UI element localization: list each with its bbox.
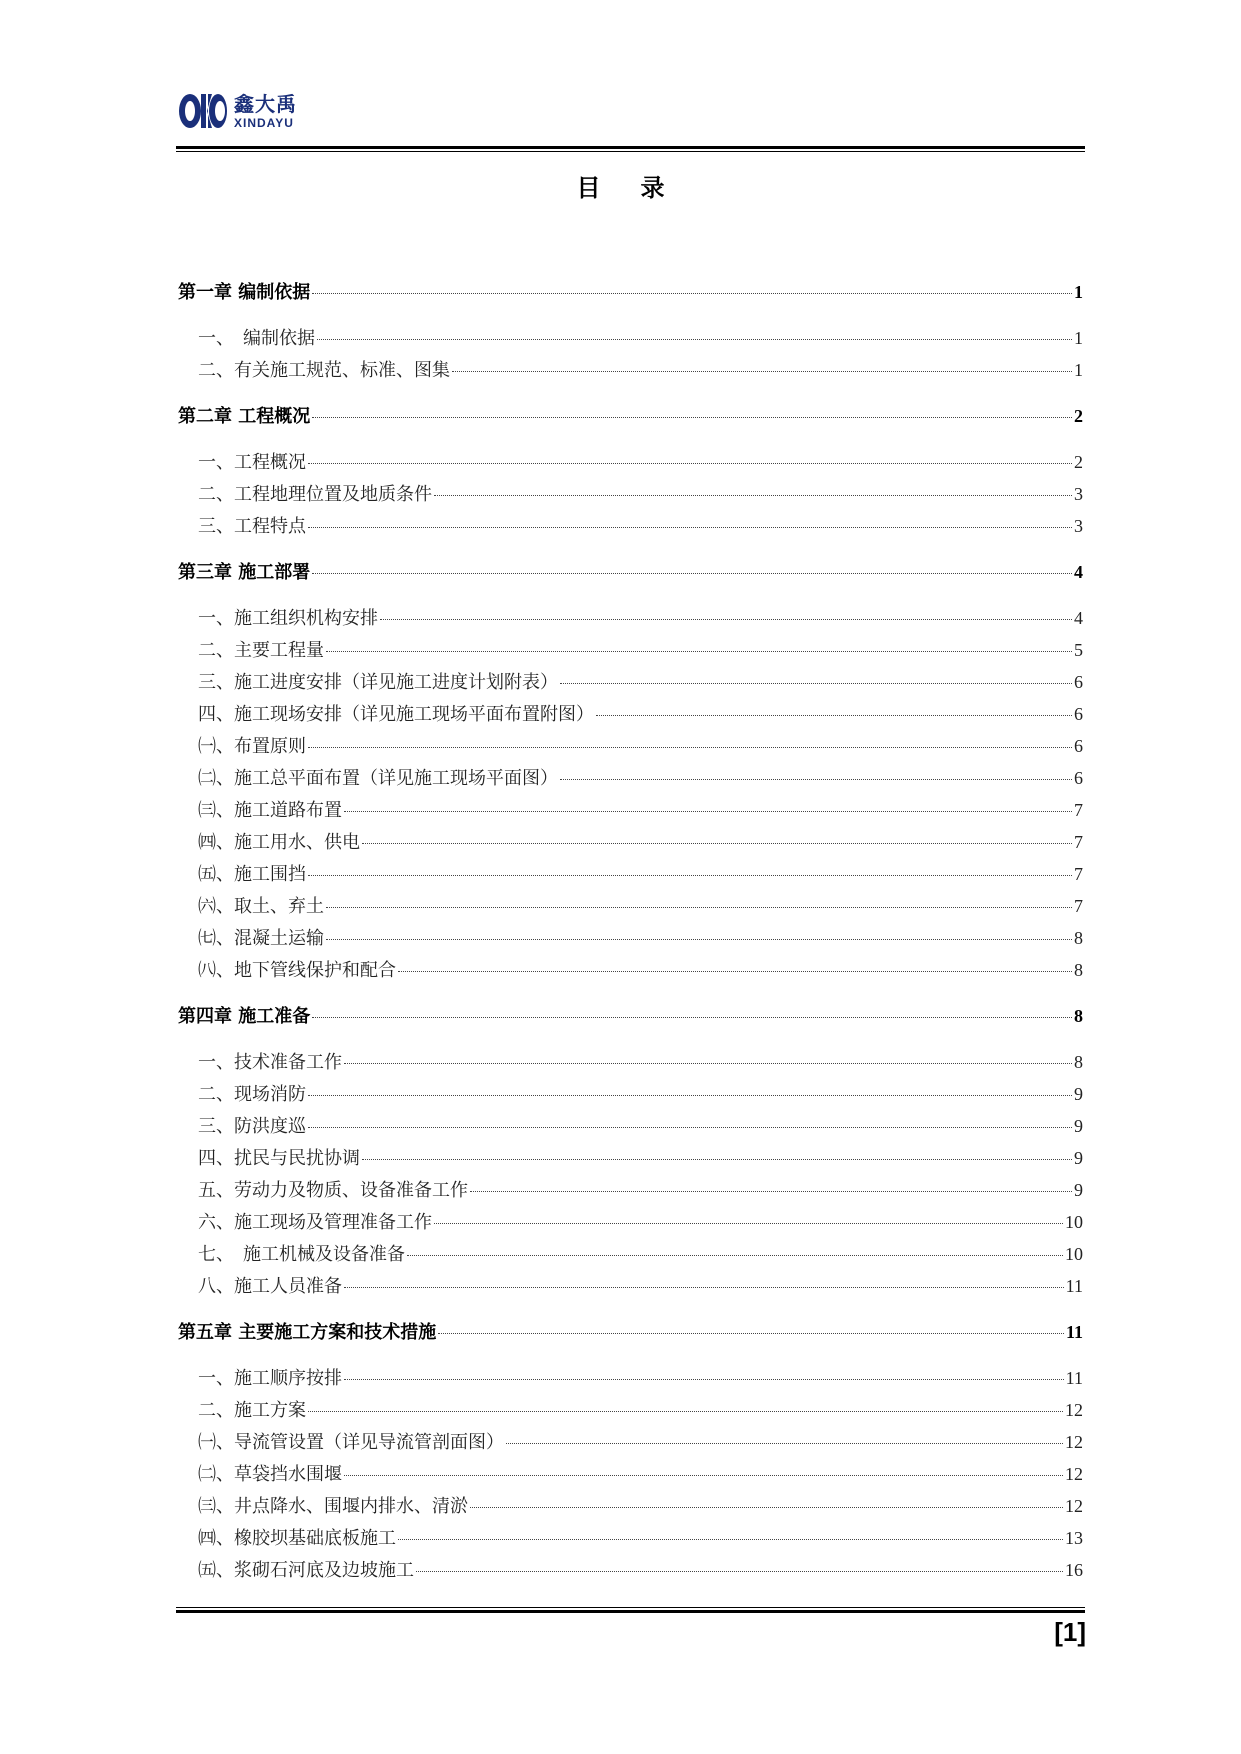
toc-entry-label: 三、防洪度巡 [198,1116,306,1137]
footer-rule-thin [176,1607,1085,1608]
toc-dot-leader [326,907,1072,908]
toc-chapter-entry[interactable] [178,402,1083,428]
toc-dot-leader [344,1475,1063,1476]
toc-entry-page: 11 [1065,1368,1083,1388]
toc-section-entry[interactable] [178,1240,1083,1266]
toc-section-entry[interactable] [178,732,1083,758]
logo-english-name: XINDAYU [234,115,294,130]
toc-entry-page: 12 [1065,1400,1083,1420]
toc-dot-leader [560,779,1072,780]
toc-dot-leader [434,495,1072,496]
toc-section-entry[interactable] [178,1048,1083,1074]
company-logo [178,88,297,134]
toc-entry-label: 第二章 工程概况 [178,406,311,427]
toc-dot-leader [470,1191,1072,1192]
toc-entry-page: 6 [1074,672,1083,692]
toc-entry-page: 13 [1065,1528,1083,1548]
toc-section-entry[interactable] [178,1524,1083,1550]
toc-entry-label: 一、施工组织机构安排 [198,608,378,629]
xindayu-logo-icon [178,90,228,132]
toc-dot-leader [308,1095,1072,1096]
toc-section-entry[interactable] [178,1492,1083,1518]
toc-section-entry[interactable] [178,1460,1083,1486]
toc-entry-label: 第三章 施工部署 [178,562,311,583]
toc-section-entry[interactable] [178,956,1083,982]
toc-entry-page: 8 [1074,928,1083,948]
toc-entry-page: 9 [1074,1148,1083,1168]
toc-entry-page: 6 [1074,704,1083,724]
toc-entry-label: 一、工程概况 [198,452,306,473]
toc-entry-label: 二、现场消防 [198,1084,306,1105]
toc-section-entry[interactable] [178,636,1083,662]
toc-section-entry[interactable] [178,764,1083,790]
toc-entry-label: 二、施工方案 [198,1400,306,1421]
toc-entry-label: ㈤、施工围挡 [198,864,306,885]
toc-entry-label: 四、扰民与民扰协调 [198,1148,360,1169]
toc-entry-label: 第一章 编制依据 [178,282,311,303]
toc-dot-leader [312,1017,1072,1018]
toc-entry-page: 9 [1074,1084,1083,1104]
toc-chapter-entry[interactable] [178,278,1083,304]
toc-entry-label: 六、施工现场及管理准备工作 [198,1212,432,1233]
toc-entry-label: ㈠、布置原则 [198,736,306,757]
toc-entry-label: 七、 施工机械及设备准备 [198,1244,405,1265]
toc-entry-label: ㈡、草袋挡水围堰 [198,1464,342,1485]
toc-entry-label: ㈢、施工道路布置 [198,800,342,821]
toc-entry-label: ㈠、导流管设置（详见导流管剖面图） [198,1432,504,1453]
toc-entry-label: 第五章 主要施工方案和技术措施 [178,1322,437,1343]
toc-entry-label: ㈣、施工用水、供电 [198,832,360,853]
toc-section-entry[interactable] [178,1428,1083,1454]
page-number: [1] [1054,1617,1086,1647]
toc-entry-page: 10 [1065,1244,1083,1264]
toc-entry-page: 11 [1065,1276,1083,1296]
toc-dot-leader [344,811,1072,812]
toc-entry-page: 7 [1074,800,1083,820]
footer-rule-thick [176,1610,1085,1613]
toc-dot-leader [398,971,1072,972]
toc-entry-page: 4 [1074,608,1083,628]
toc-entry-label: 二、工程地理位置及地质条件 [198,484,432,505]
toc-dot-leader [326,651,1072,652]
toc-entry-page: 5 [1074,640,1083,660]
toc-entry-page: 6 [1074,736,1083,756]
toc-entry-page: 1 [1074,328,1083,348]
toc-dot-leader [362,843,1072,844]
toc-entry-label: ㈤、浆砌石河底及边坡施工 [198,1560,414,1581]
toc-dot-leader [596,715,1072,716]
toc-dot-leader [317,339,1072,340]
toc-entry-label: 三、施工进度安排（详见施工进度计划附表） [198,672,558,693]
toc-entry-page: 7 [1074,832,1083,852]
toc-dot-leader [506,1443,1063,1444]
toc-section-entry[interactable] [178,1144,1083,1170]
toc-dot-leader [344,1379,1064,1380]
toc-dot-leader [380,619,1072,620]
toc-entry-page: 3 [1074,516,1083,536]
toc-entry-page: 12 [1065,1464,1083,1484]
toc-dot-leader [362,1159,1072,1160]
toc-dot-leader [434,1223,1063,1224]
toc-dot-leader [438,1333,1064,1334]
toc-section-entry[interactable] [178,1396,1083,1422]
toc-entry-page: 12 [1065,1496,1083,1516]
toc-section-entry[interactable] [178,1112,1083,1138]
toc-entry-label: ㈧、地下管线保护和配合 [198,960,396,981]
toc-entry-label: 四、施工现场安排（详见施工现场平面布置附图） [198,704,594,725]
toc-entry-label: 五、劳动力及物质、设备准备工作 [198,1180,468,1201]
toc-section-entry[interactable] [178,1208,1083,1234]
toc-section-entry[interactable] [178,356,1083,382]
toc-entry-label: 三、工程特点 [198,516,306,537]
toc-entry-page: 8 [1074,960,1083,980]
toc-entry-page: 12 [1065,1432,1083,1452]
toc-section-entry[interactable] [178,604,1083,630]
toc-entry-page: 8 [1074,1052,1083,1072]
toc-entry-page: 2 [1074,406,1083,426]
toc-entry-page: 16 [1065,1560,1083,1580]
toc-entry-page: 8 [1074,1006,1083,1026]
toc-dot-leader [308,747,1072,748]
toc-chapter-entry[interactable] [178,1002,1083,1028]
toc-entry-label: 一、技术准备工作 [198,1052,342,1073]
toc-entry-label: 二、主要工程量 [198,640,324,661]
toc-dot-leader [308,875,1072,876]
toc-dot-leader [308,527,1072,528]
toc-entry-label: ㈥、取土、弃土 [198,896,324,917]
toc-section-entry[interactable] [178,1556,1083,1582]
toc-entry-page: 1 [1074,282,1083,302]
toc-entry-label: 八、施工人员准备 [198,1276,342,1297]
toc-dot-leader [560,683,1072,684]
toc-entry-page: 3 [1074,484,1083,504]
toc-dot-leader [308,463,1072,464]
toc-entry-page: 4 [1074,562,1083,582]
toc-section-entry[interactable] [178,1176,1083,1202]
toc-entry-label: ㈡、施工总平面布置（详见施工现场平面图） [198,768,558,789]
toc-dot-leader [312,293,1072,294]
toc-entry-label: 二、有关施工规范、标准、图集 [198,360,450,381]
page-title: 目录 [576,173,705,202]
toc-section-entry[interactable] [178,448,1083,474]
toc-entry-page: 9 [1074,1116,1083,1136]
toc-section-entry[interactable] [178,512,1083,538]
toc-entry-page: 7 [1074,864,1083,884]
toc-section-entry[interactable] [178,700,1083,726]
toc-entry-label: 一、施工顺序按排 [198,1368,342,1389]
toc-section-entry[interactable] [178,1272,1083,1298]
toc-section-entry[interactable] [178,324,1083,350]
toc-dot-leader [407,1255,1063,1256]
toc-entry-label: 第四章 施工准备 [178,1006,311,1027]
toc-entry-page: 11 [1065,1322,1083,1342]
toc-entry-page: 2 [1074,452,1083,472]
toc-section-entry[interactable] [178,924,1083,950]
toc-entry-label: 一、 编制依据 [198,328,315,349]
toc-entry-label: ㈣、橡胶坝基础底板施工 [198,1528,396,1549]
toc-entry-page: 1 [1074,360,1083,380]
toc-dot-leader [470,1507,1063,1508]
header-rule-thick [176,146,1085,149]
toc-section-entry[interactable] [178,1080,1083,1106]
toc-dot-leader [312,417,1072,418]
toc-dot-leader [398,1539,1063,1540]
toc-entry-label: ㈦、混凝土运输 [198,928,324,949]
toc-chapter-entry[interactable] [178,1318,1083,1344]
toc-dot-leader [416,1571,1063,1572]
toc-section-entry[interactable] [178,892,1083,918]
toc-section-entry[interactable] [178,796,1083,822]
toc-dot-leader [312,573,1072,574]
toc-entry-page: 9 [1074,1180,1083,1200]
toc-section-entry[interactable] [178,1364,1083,1390]
toc-dot-leader [344,1063,1072,1064]
toc-section-entry[interactable] [178,480,1083,506]
toc-entry-label: ㈢、井点降水、围堰内排水、清淤 [198,1496,468,1517]
toc-dot-leader [344,1287,1064,1288]
toc-dot-leader [452,371,1072,372]
toc-dot-leader [308,1127,1072,1128]
logo-chinese-name: 鑫大禹 [234,91,297,116]
toc-section-entry[interactable] [178,668,1083,694]
toc-section-entry[interactable] [178,828,1083,854]
header-rule-thin [176,151,1085,152]
toc-entry-page: 10 [1065,1212,1083,1232]
toc-section-entry[interactable] [178,860,1083,886]
toc-entry-page: 7 [1074,896,1083,916]
toc-dot-leader [308,1411,1063,1412]
toc-dot-leader [326,939,1072,940]
toc-chapter-entry[interactable] [178,558,1083,584]
toc-entry-page: 6 [1074,768,1083,788]
